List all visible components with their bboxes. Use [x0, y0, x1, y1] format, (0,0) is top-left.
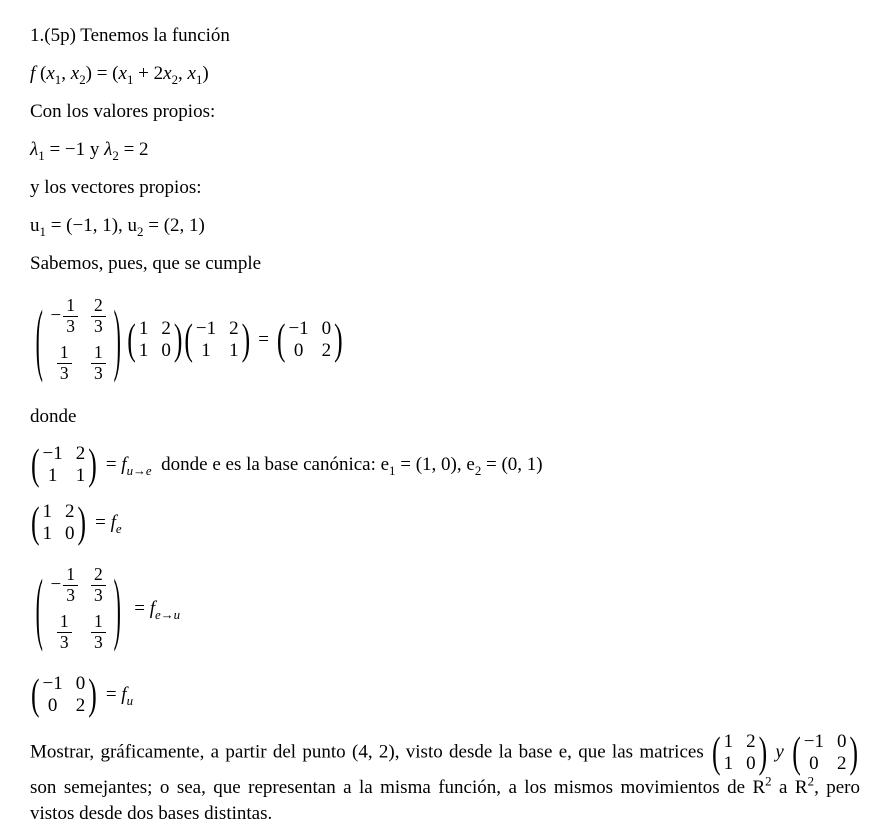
- matrix-cell: 2: [321, 339, 332, 361]
- matrix-cell: 0: [746, 752, 756, 774]
- math-segment: =: [105, 683, 122, 705]
- fraction: [57, 343, 72, 383]
- fraction: [63, 565, 78, 605]
- similarity-equation: [30, 290, 860, 389]
- left-paren-glyph: (: [184, 314, 193, 364]
- matrix-cell: 2: [836, 752, 847, 774]
- math-segment: 1: [39, 223, 46, 239]
- fraction: [91, 343, 106, 383]
- math-segment: 1: [126, 71, 134, 87]
- fraction-denominator: 3: [63, 585, 78, 606]
- matrix-cell: 0: [836, 730, 847, 752]
- matrix-grid: [722, 731, 758, 775]
- math-segment: 2: [79, 71, 86, 87]
- matrix-cell: 1: [723, 730, 734, 752]
- math-segment: u→e: [126, 463, 152, 479]
- matrix-grid: [802, 731, 849, 775]
- matrix-cell: −1: [195, 317, 217, 339]
- left-paren-glyph: (: [31, 669, 40, 719]
- matrix-cell: 0: [321, 317, 332, 339]
- matrix-f-in-base-e: [126, 314, 183, 364]
- matrix-cell: 0: [65, 523, 75, 545]
- matrix-cell: 1: [229, 339, 239, 361]
- math-segment: donde e es la base canónica: e: [151, 454, 390, 476]
- math-segment: f: [121, 454, 127, 476]
- left-paren-glyph: (: [276, 314, 286, 364]
- matrix-cell: 0: [809, 752, 819, 774]
- label-f-e-to-u: [134, 598, 180, 620]
- matrix-cell: −1: [803, 730, 824, 752]
- right-paren-glyph: ): [113, 292, 121, 385]
- math-segment: 1: [195, 71, 203, 87]
- donde-label: donde: [30, 406, 77, 428]
- matrix-grid: [286, 318, 333, 362]
- fraction-numerator: 1: [59, 611, 69, 632]
- matrix-cell: [51, 565, 78, 605]
- matrix-f-in-base-u: [276, 314, 344, 364]
- matrix-cell: 1: [723, 752, 734, 774]
- matrix-cell: 2: [161, 317, 171, 339]
- math-segment: u: [127, 215, 138, 236]
- math-segment: λ: [30, 139, 39, 160]
- matrix-cell: [91, 612, 106, 652]
- fraction-numerator: 1: [59, 342, 69, 363]
- math-segment: f: [30, 63, 41, 84]
- function-definition: [30, 62, 860, 86]
- matrix-cell: −1: [42, 672, 63, 694]
- equals-sign: =: [258, 328, 269, 350]
- math-segment: u: [126, 692, 134, 708]
- math-segment: 1: [54, 71, 62, 87]
- matrix-change-basis-e-to-u: [30, 559, 126, 658]
- definition-f-u: [30, 669, 860, 719]
- minus-sign: −: [50, 305, 62, 327]
- matrix-cell: 1: [138, 317, 149, 339]
- math-segment: =: [95, 512, 111, 534]
- matrix-grid: [137, 318, 173, 362]
- matrix-grid: [41, 673, 88, 717]
- right-paren-glyph: ): [88, 440, 97, 490]
- problem-intro: 1.(5p) Tenemos la función: [30, 25, 230, 46]
- minus-sign: −: [50, 574, 62, 596]
- matrix-cell: 1: [138, 339, 149, 361]
- math-segment: + 2: [133, 63, 164, 84]
- matrix-f-in-base-u-inline: [791, 727, 859, 777]
- math-segment: 2: [474, 463, 482, 479]
- matrix-grid: [49, 559, 108, 658]
- fraction: [57, 612, 72, 652]
- left-paren-glyph: (: [35, 292, 43, 385]
- right-paren-glyph: ): [113, 562, 121, 654]
- right-paren-glyph: ): [334, 314, 343, 364]
- matrix-cell: [51, 296, 78, 336]
- matrix-cell: 2: [75, 694, 86, 716]
- fraction-numerator: 1: [66, 295, 75, 315]
- math-segment: son semejantes; o sea, que representan a la misma función, a los mismos movimientos de R: [30, 776, 766, 798]
- label-f-e: [95, 512, 122, 537]
- fraction-numerator: 1: [94, 342, 103, 363]
- math-segment: ) = (: [85, 63, 119, 84]
- similarity-statement: Sabemos, pues, que se cumple: [30, 253, 262, 274]
- fraction-numerator: 2: [94, 564, 103, 585]
- math-segment: u: [30, 215, 40, 236]
- math-segment: = 2: [118, 139, 149, 160]
- math-segment: x: [187, 63, 196, 84]
- math-segment: Mostrar, gráficamente, a partir del punto (4, 2), visto desde la base e, que las matrices: [30, 740, 711, 762]
- matrix-change-basis-u-to-e: [30, 440, 98, 490]
- label-f-u: [106, 684, 133, 706]
- matrix-cell: 1: [201, 339, 211, 361]
- matrix-cell: 1: [75, 465, 86, 487]
- right-paren-glyph: ): [88, 669, 97, 719]
- fraction-numerator: 1: [94, 611, 103, 632]
- math-segment: x: [118, 63, 127, 84]
- matrix-cell: 0: [75, 672, 86, 694]
- left-paren-glyph: (: [31, 498, 40, 548]
- math-segment: 2: [765, 773, 772, 789]
- right-paren-glyph: ): [173, 314, 183, 364]
- matrix-cell: 0: [293, 339, 304, 361]
- math-segment: , pero vistos desde dos bases distintas.: [30, 776, 861, 824]
- final-paragraph: [30, 727, 861, 827]
- matrix-cell: 0: [161, 339, 171, 361]
- fraction: [63, 296, 78, 336]
- math-segment: 2: [807, 773, 815, 789]
- math-segment: f: [149, 597, 156, 619]
- eigenvalues-intro: Con los valores propios:: [30, 101, 216, 122]
- final-paragraph-conjunction: [769, 741, 790, 762]
- math-segment: f: [110, 512, 116, 534]
- math-segment: x: [163, 63, 172, 84]
- math-segment: x: [70, 63, 80, 84]
- math-segment: e: [115, 521, 122, 537]
- math-segment: ,: [178, 63, 188, 84]
- matrix-cell: 1: [42, 501, 53, 523]
- math-segment: ): [202, 63, 209, 84]
- math-segment: x: [46, 63, 55, 84]
- math-segment: = (2, 1): [143, 215, 205, 236]
- left-paren-glyph: (: [127, 314, 136, 364]
- math-segment: y: [769, 740, 791, 762]
- math-segment: f: [121, 683, 127, 705]
- matrix-change-basis-e-to-u: [30, 290, 126, 389]
- eigenvalues-line: [30, 138, 860, 162]
- fraction-denominator: 3: [57, 363, 72, 384]
- math-segment: =: [105, 454, 122, 476]
- fraction-denominator: 3: [57, 632, 72, 653]
- fraction-denominator: 3: [91, 316, 106, 337]
- fraction-denominator: 3: [91, 585, 106, 606]
- matrix-f-in-base-u: [30, 669, 98, 719]
- right-paren-glyph: ): [849, 727, 858, 777]
- matrix-change-basis-u-to-e: [183, 314, 251, 364]
- math-segment: e→u: [155, 606, 181, 622]
- math-segment: = (−1, 1),: [45, 215, 128, 236]
- matrix-cell: −1: [42, 443, 63, 465]
- math-segment: (: [40, 63, 47, 84]
- math-segment: 2: [171, 71, 179, 87]
- left-paren-glyph: (: [35, 562, 43, 654]
- fraction: [91, 296, 106, 336]
- math-segment: a R: [771, 776, 808, 798]
- right-paren-glyph: ): [241, 314, 251, 364]
- label-f-u-to-e: [105, 454, 543, 479]
- math-segment: = (0, 1): [481, 454, 543, 476]
- matrix-f-in-base-e-inline: [711, 727, 768, 777]
- math-segment: ,: [61, 63, 71, 84]
- definition-f-e-to-u: [30, 559, 860, 658]
- definition-f-u-to-e: [30, 440, 860, 490]
- matrix-cell: 1: [42, 523, 53, 545]
- fraction-denominator: 3: [91, 363, 106, 384]
- left-paren-glyph: (: [712, 727, 721, 777]
- left-paren-glyph: (: [31, 440, 40, 490]
- right-paren-glyph: ): [758, 727, 768, 777]
- fraction: [91, 612, 106, 652]
- math-segment: 2: [112, 147, 119, 163]
- fraction-numerator: 1: [66, 564, 75, 585]
- matrix-grid: [49, 290, 108, 389]
- matrix-grid: [41, 501, 77, 545]
- matrix-cell: 0: [47, 694, 58, 716]
- matrix-cell: 1: [47, 465, 58, 487]
- matrix-cell: [57, 612, 72, 652]
- matrix-grid: [41, 443, 88, 487]
- math-segment: 1: [38, 147, 45, 163]
- matrix-cell: 2: [65, 501, 75, 523]
- fraction-denominator: 3: [91, 632, 106, 653]
- definition-f-e: [30, 498, 860, 548]
- final-paragraph-text-1: [30, 741, 710, 762]
- fraction-numerator: 2: [94, 295, 103, 315]
- fraction: [91, 565, 106, 605]
- math-segment: = (1, 0), e: [395, 454, 475, 476]
- left-paren-glyph: (: [792, 727, 801, 777]
- matrix-cell: 2: [75, 443, 86, 465]
- fraction-denominator: 3: [63, 316, 78, 337]
- matrix-cell: 2: [746, 730, 756, 752]
- matrix-cell: [91, 565, 106, 605]
- math-segment: =: [134, 597, 150, 619]
- matrix-grid: [194, 318, 241, 362]
- final-paragraph-text-2: [30, 773, 861, 824]
- matrix-cell: 2: [229, 317, 239, 339]
- matrix-f-in-base-e: [30, 498, 87, 548]
- eigenvectors-intro: y los vectores propios:: [30, 177, 202, 198]
- math-segment: λ: [104, 139, 113, 160]
- matrix-cell: −1: [288, 317, 309, 339]
- matrix-cell: [91, 343, 106, 383]
- eigenvectors-line: [30, 214, 860, 238]
- math-segment: = −1 y: [44, 139, 105, 160]
- math-segment: 1: [389, 463, 396, 479]
- matrix-cell: [57, 343, 72, 383]
- right-paren-glyph: ): [77, 498, 87, 548]
- math-segment: 2: [137, 223, 144, 239]
- matrix-cell: [91, 296, 106, 336]
